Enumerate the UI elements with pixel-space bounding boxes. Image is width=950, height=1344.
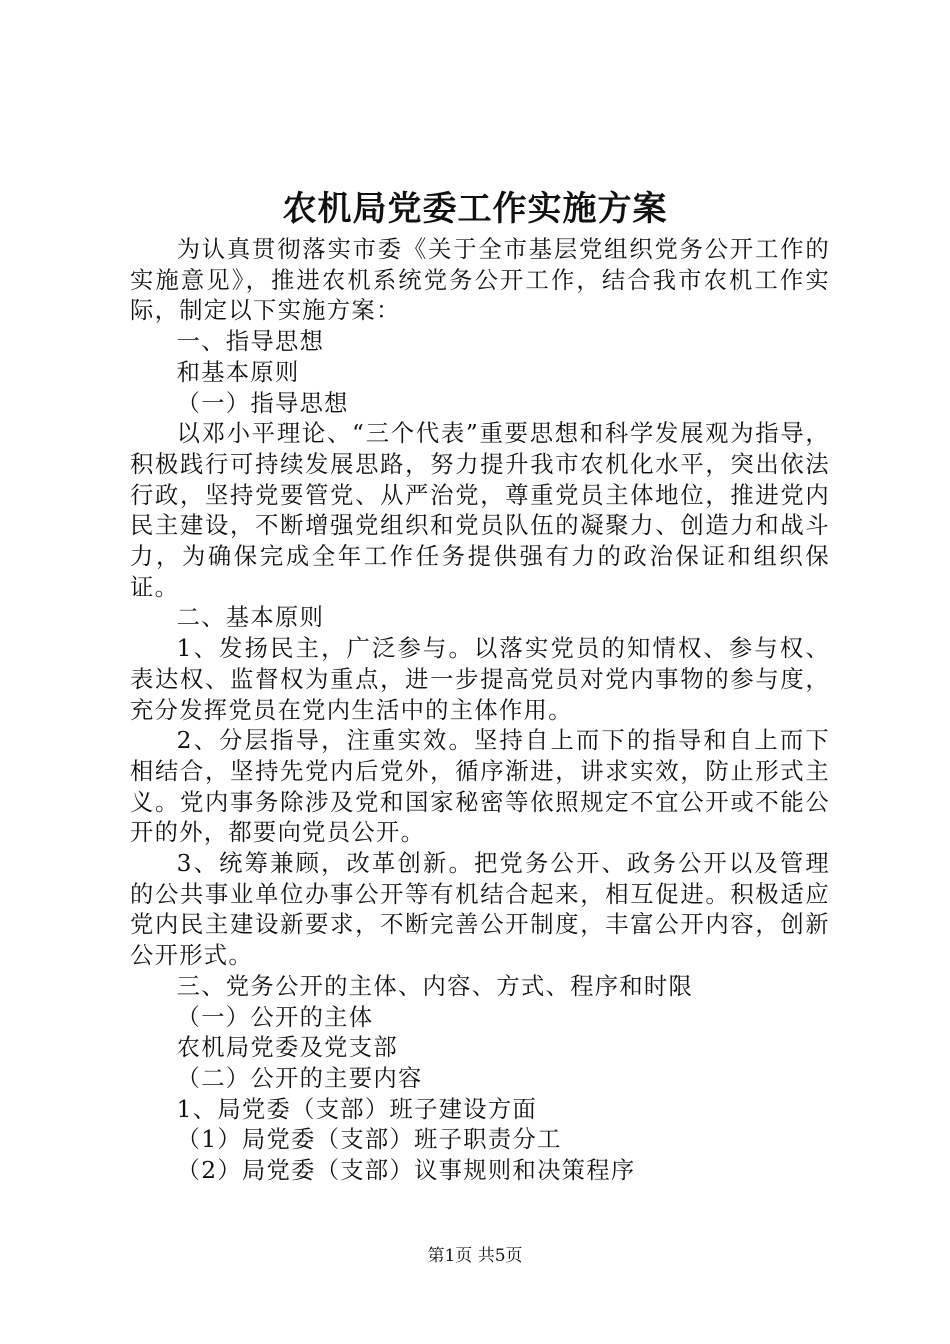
list-item: （2）局党委（支部）议事规则和决策程序 — [176, 1157, 636, 1185]
document-title: 农机局党委工作实施方案 — [282, 189, 668, 229]
section-heading: 三、党务公开的主体、内容、方式、程序和时限 — [176, 972, 694, 1000]
document-body — [130, 235, 830, 1187]
paragraph: 以邓小平理论、“三个代表”重要思想和科学发展观为指导，积极践行可持续发展思路，努力提升我市农机化水平，突出依法行政，坚持党要管党、从严治党，尊重党员主体地位，推进党内民主建设，不断增强党组织和党员队伍的凝聚力、创造力和战斗力，为确保完成全年工作任务提供强有力的政治保证和组织保证。 — [130, 420, 830, 601]
subsection-heading: （二）公开的主要内容 — [176, 1064, 423, 1092]
subsection-heading: （一）公开的主体 — [176, 1003, 374, 1031]
list-item: 1、局党委（支部）班子建设方面 — [176, 1095, 538, 1123]
list-item: （1）局党委（支部）班子职责分工 — [176, 1126, 562, 1154]
subsection-heading: （一）指导思想 — [176, 389, 349, 417]
paragraph: 农机局党委及党支部 — [176, 1034, 398, 1062]
paragraph: 2、分层指导，注重实效。坚持自上而下的指导和自上而下相结合，坚持先党内后党外，循序渐进，讲求实效，防止形式主义。党内事务除涉及党和国家秘密等依照规定不宜公开或不能公开的外，都要向党员公开。 — [130, 727, 830, 847]
paragraph: 为认真贯彻落实市委《关于全市基层党组织党务公开工作的实施意见》，推进农机系统党务公开工作，结合我市农机工作实际，制定以下实施方案： — [130, 236, 830, 325]
section-heading: 二、基本原则 — [176, 604, 325, 632]
paragraph: 1、发扬民主，广泛参与。以落实党员的知情权、参与权、表达权、监督权为重点，进一步提高党员对党内事物的参与度，充分发挥党员在党内生活中的主体作用。 — [130, 635, 830, 724]
section-heading: 一、指导思想 — [176, 328, 325, 356]
paragraph: 3、统筹兼顾，改革创新。把党务公开、政务公开以及管理的公共事业单位办事公开等有机结合起来，相互促进。积极适应党内民主建设新要求，不断完善公开制度，丰富公开内容，创新公开形式。 — [130, 850, 830, 970]
section-heading: 和基本原则 — [176, 358, 300, 386]
page-indicator: 第1页 共5页 — [427, 1246, 523, 1266]
